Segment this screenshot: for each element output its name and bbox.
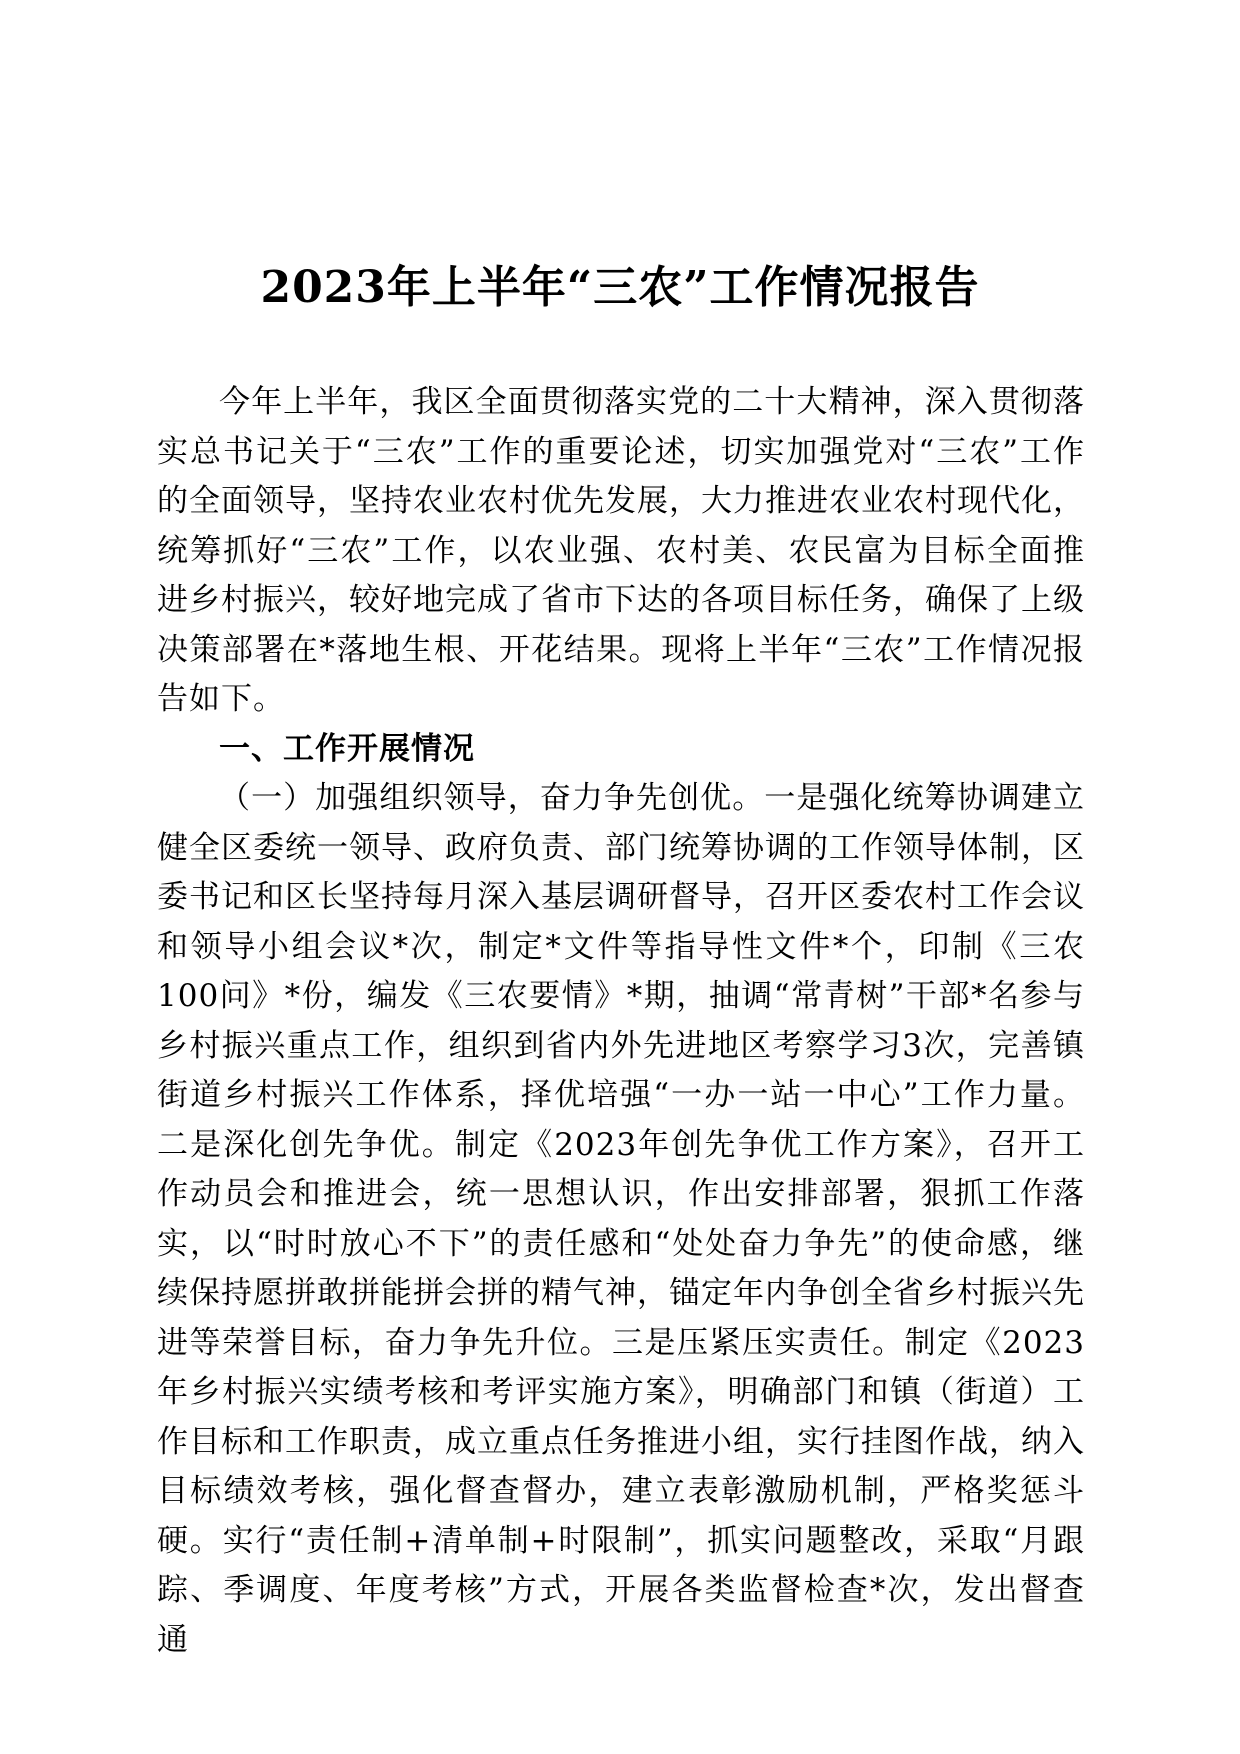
document-title: 2023年上半年“三农”工作情况报告 [260,262,980,313]
section-heading: 一、工作开展情况 [219,730,475,767]
section-paragraph: （一）加强组织领导，奋力争先创优。一是强化统筹协调建立健全区委统一领导、政府负责、部门统筹协调的工作领导体制，区委书记和区长坚持每月深入基层调研督导，召开区委农村工作会议和领导小组会议*次，制定*文件等指导性文件*个，印制《三农100问》*份，编发《三农要情》*期，抽调“常青树”干部*名参与乡村振兴重点工作，组织到省内外先进地区考察学习3次，完善镇街道乡村振兴工作体系，择优培强“一办一站一中心”工作力量。二是深化创先争优。制定《2023年创先争优工作方案》，召开工作动员会和推进会，统一思想认识，作出安排部署，狠抓工作落实，以“时时放心不下”的责任感和“处处奋力争先”的使命感，继续保持愿拼敢拼能拼会拼的精气神，锚定年内争创全省乡村振兴先进等荣誉目标，奋力争先升位。三是压紧压实责任。制定《2023年乡村振兴实绩考核和考评实施方案》，明确部门和镇（街道）工作目标和工作职责，成立重点任务推进小组，实行挂图作战，纳入目标绩效考核，强化督查督办，建立表彰激励机制，严格奖惩斗硬。实行“责任制+清单制+时限制”，抓实问题整改，采取“月跟踪、季调度、年度考核”方式，开展各类监督检查*次，发出督查通 [157,780,1085,1658]
document-body [157,378,1085,1665]
intro-paragraph: 今年上半年，我区全面贯彻落实党的二十大精神，深入贯彻落实总书记关于“三农”工作的重要论述，切实加强党对“三农”工作的全面领导，坚持农业农村优先发展，大力推进农业农村现代化，统筹抓好“三农”工作，以农业强、农村美、农民富为目标全面推进乡村振兴，较好地完成了省市下达的各项目标任务，确保了上级决策部署在*落地生根、开花结果。现将上半年“三农”工作情况报告如下。 [157,384,1085,717]
